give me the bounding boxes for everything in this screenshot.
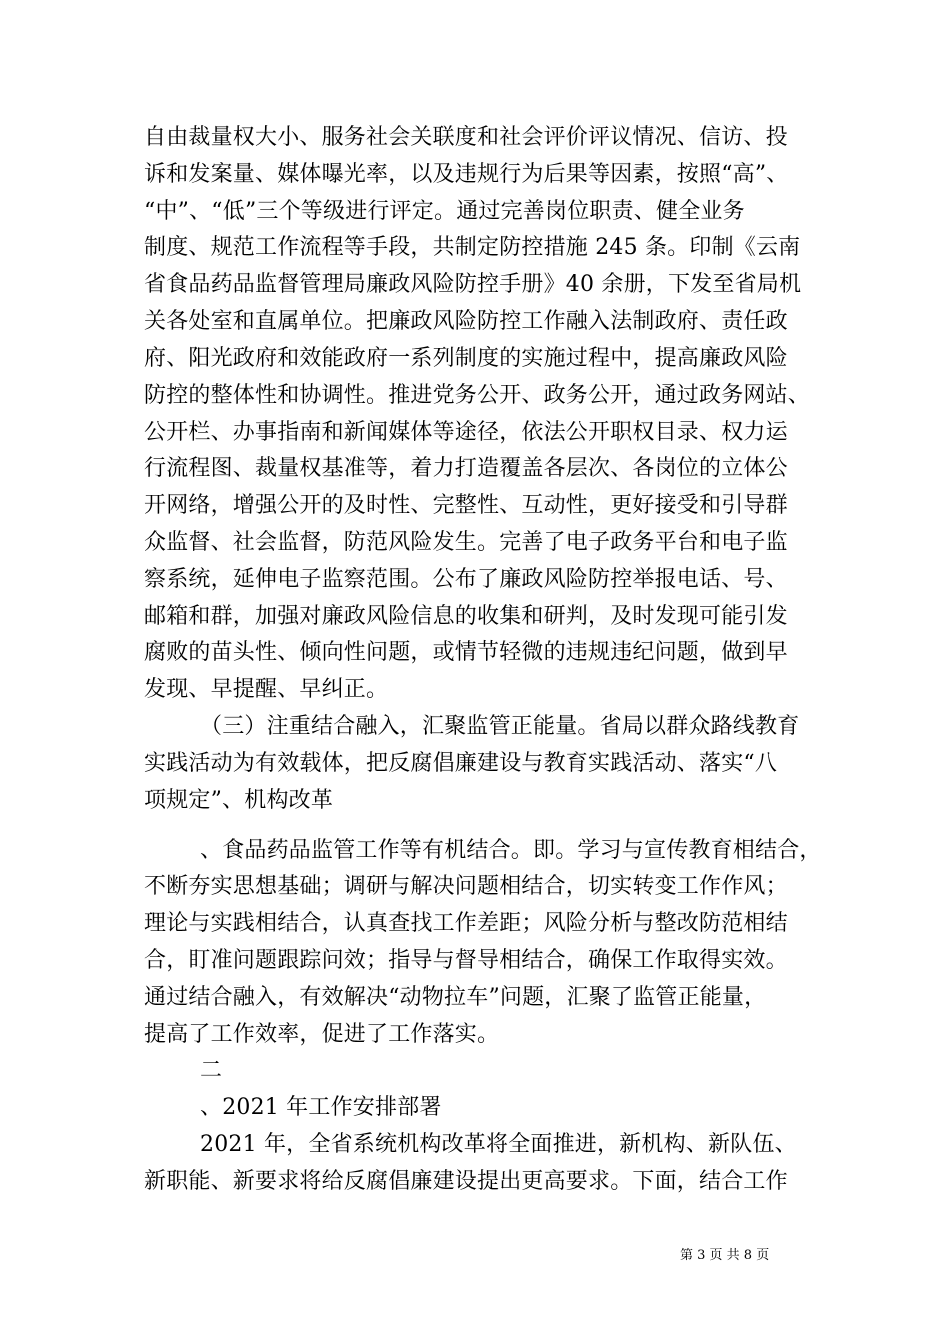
text-line: 府、阳光政府和效能政府一系列制度的实施过程中，提高廉政风险 (144, 346, 788, 371)
text-line: 自由裁量权大小、服务社会关联度和社会评价评议情况、信访、投 (144, 125, 788, 150)
section-number-line: 二 (200, 1058, 223, 1083)
text-line: 通过结合融入，有效解决“动物拉车”问题，汇聚了监管正能量， (144, 985, 767, 1010)
text-line: 理论与实践相结合，认真查找工作差距；风险分析与整改防范相结 (144, 911, 788, 936)
text-line: 察系统，延伸电子监察范围。公布了廉政风险防控举报电话、号、 (144, 567, 788, 592)
section-heading-line: （三）注重结合融入，汇聚监管正能量。省局以群众路线教育 (200, 714, 800, 739)
text-line: 行流程图、裁量权基准等，着力打造覆盖各层次、各岗位的立体公 (144, 456, 788, 481)
text-line: 2021 年，全省系统机构改革将全面推进，新机构、新队伍、 (200, 1132, 797, 1157)
text-line: 邮箱和群，加强对廉政风险信息的收集和研判，及时发现可能引发 (144, 604, 788, 629)
text-line: 不断夯实思想基础；调研与解决问题相结合，切实转变工作作风； (144, 874, 788, 899)
text-line: 开网络，增强公开的及时性、完整性、互动性，更好接受和引导群 (144, 493, 788, 518)
page-number: 第 3 页 共 8 页 (680, 1248, 770, 1263)
text-line: 发现、早提醒、早纠正。 (144, 677, 389, 702)
text-line: “中”、“低”三个等级进行评定。通过完善岗位职责、健全业务 (144, 199, 745, 224)
section-title-line: 、2021 年工作安排部署 (200, 1095, 442, 1120)
text-line: 制度、规范工作流程等手段，共制定防控措施 245 条。印制《云南 (144, 235, 801, 260)
text-line: 腐败的苗头性、倾向性问题，或情节轻微的违规违纪问题，做到早 (144, 640, 788, 665)
text-line: 诉和发案量、媒体曝光率，以及违规行为后果等因素，按照“高”、 (144, 162, 789, 187)
text-line: 众监督、社会监督，防范风险发生。完善了电子政务平台和电子监 (144, 530, 788, 555)
text-line: 提高了工作效率，促进了工作落实。 (144, 1022, 500, 1047)
text-line: 公开栏、办事指南和新闻媒体等途径，依法公开职权目录、权力运 (144, 420, 788, 445)
text-line: 合，盯准问题跟踪问效；指导与督导相结合，确保工作取得实效。 (144, 948, 788, 973)
text-line: 省食品药品监督管理局廉政风险防控手册》40 余册，下发至省局机 (144, 272, 802, 297)
text-line: 实践活动为有效载体，把反腐倡廉建设与教育实践活动、落实“八 (144, 751, 778, 776)
text-line: 、食品药品监管工作等有机结合。即。学习与宣传教育相结合， (200, 838, 822, 863)
text-line: 关各处室和直属单位。把廉政风险防控工作融入法制政府、责任政 (144, 309, 788, 334)
text-line: 新职能、新要求将给反腐倡廉建设提出更高要求。下面，结合工作 (144, 1169, 788, 1194)
text-line: 项规定”、机构改革 (144, 788, 334, 813)
text-line: 防控的整体性和协调性。推进党务公开、政务公开，通过政务网站、 (144, 383, 811, 408)
